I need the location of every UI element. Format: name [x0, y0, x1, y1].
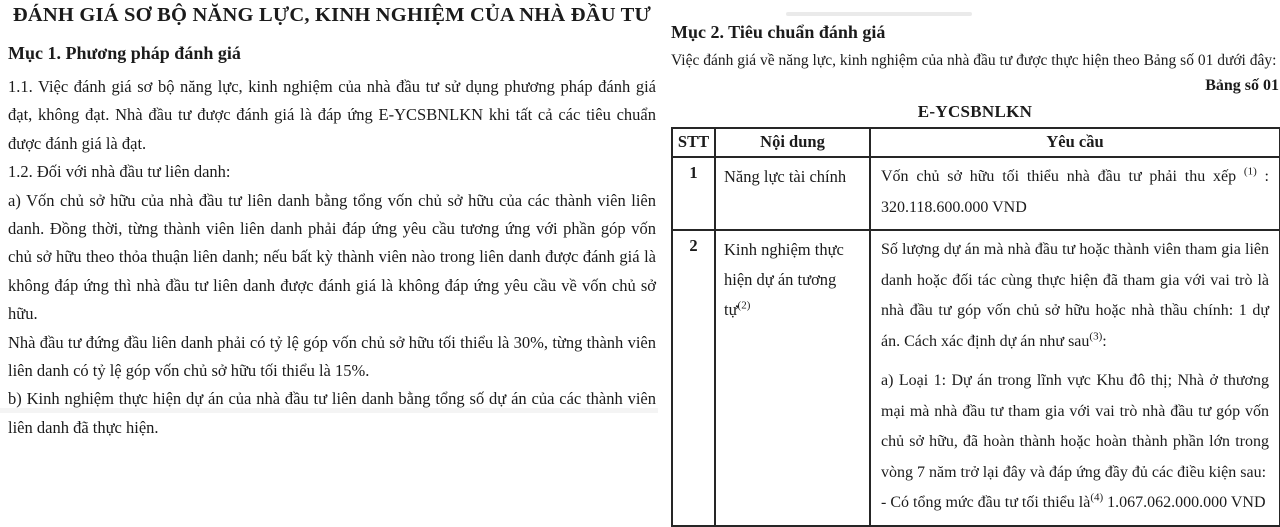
footnote-ref-2: (2)	[737, 299, 751, 312]
section2-intro: Việc đánh giá về năng lực, kinh nghiệm của nhà đầu tư được thực hiện theo Bảng số 01 dưới đây:	[671, 52, 1277, 69]
row2-index: 2	[672, 230, 715, 526]
left-column	[8, 4, 656, 442]
section1-heading: Mục 1. Phương pháp đánh giá	[8, 43, 241, 63]
row2-requirement-cell	[870, 230, 1280, 526]
table-row	[672, 230, 1280, 526]
row1-requirement-cell	[870, 157, 1280, 230]
row2-requirement-p1	[881, 235, 1269, 357]
row2-p3-text: - Có tổng mức đầu tư tối thiểu là	[881, 494, 1091, 511]
footnote-ref-3: (3)	[1089, 330, 1103, 343]
row1-req-text: Vốn chủ sở hữu tối thiểu nhà đầu tư phải thu xếp	[881, 168, 1244, 185]
footnote-ref-1: (1)	[1243, 165, 1257, 178]
header-stt: STT	[672, 128, 715, 157]
section1-paragraph-1-2: 1.2. Đối với nhà đầu tư liên danh:	[8, 162, 231, 182]
page-title: ĐÁNH GIÁ SƠ BỘ NĂNG LỰC, KINH NGHIỆM CỦA NHÀ ĐẦU TƯ	[12, 4, 652, 26]
row2-content-label	[715, 230, 870, 526]
footnote-ref-4: (4)	[1090, 491, 1104, 504]
right-column	[671, 22, 1279, 527]
table-title: E-YCSBNLKN	[917, 102, 1033, 121]
section1-paragraph-a: a) Vốn chủ sở hữu của nhà đầu tư liên danh bằng tổng vốn chủ sở hữu của các thành viên liên danh. Đồng thời, từng thành viên liên danh phải đáp ứng yêu cầu tương ứng với phần góp vốn chủ sở hữu theo thỏa thuận liên danh; nếu bất kỳ thành viên nào trong liên danh được đánh giá là không đáp ứng thì nhà đầu tư liên danh được đánh giá là không đáp ứng yêu cầu về vốn chủ sở hữu.	[8, 190, 656, 324]
row2-p1-text: Số lượng dự án mà nhà đầu tư hoặc thành viên tham gia liên danh hoặc đối tác cùng thực hiện đã tham gia với vai trò là nhà đầu tư góp vốn chủ sở hữu hoặc nhà thầu chính: 1 dự án. Cách xác định dự án như sau	[881, 241, 1269, 350]
section1-paragraph-ratio: Nhà đầu tư đứng đầu liên danh phải có tỷ lệ góp vốn chủ sở hữu tối thiểu là 30%, từng thành viên liên danh có tỷ lệ góp vốn chủ sở hữu tối thiểu là 15%.	[8, 332, 656, 381]
row2-requirement-p2: a) Loại 1: Dự án trong lĩnh vực Khu đô thị; Nhà ở thương mại mà nhà đầu tư tham gia với vai trò nhà đầu tư góp vốn chủ sở hữu, đã hoàn thành hoặc hoàn thành phần lớn trong vòng 7 năm trở lại đây và đáp ứng đầy đủ các điều kiện sau:	[881, 372, 1269, 481]
row2-requirement-p3	[881, 488, 1269, 519]
section1-paragraph-b: b) Kinh nghiệm thực hiện dự án của nhà đầu tư liên danh bằng tổng số dự án của các thành viên liên danh đã thực hiện.	[8, 389, 656, 437]
table-row	[672, 157, 1280, 230]
row2-p3-amount: 1.067.062.000.000 VND	[1103, 494, 1266, 511]
scan-artifact	[786, 12, 972, 16]
row1-index: 1	[672, 157, 715, 230]
row1-requirement-line1	[881, 162, 1269, 193]
section1-paragraph-1-1: 1.1. Việc đánh giá sơ bộ năng lực, kinh nghiệm của nhà đầu tư sử dụng phương pháp đánh giá đạt, không đạt. Nhà đầu tư được đánh giá là đáp ứng E-YCSBNLKN khi tất cả các tiêu chuẩn được đánh giá là đạt.	[8, 77, 656, 153]
section2-heading: Mục 2. Tiêu chuẩn đánh giá	[671, 22, 886, 42]
table-reference-label: Bảng số 01	[1205, 77, 1279, 94]
header-noi-dung: Nội dung	[715, 128, 870, 157]
row2-p1-colon: :	[1102, 332, 1107, 350]
row2-label-text: Kinh nghiệm thực hiện dự án tương tự	[724, 240, 844, 319]
scan-artifact	[0, 408, 658, 413]
table-header-row	[672, 128, 1280, 157]
row1-req-colon: :	[1256, 168, 1269, 185]
row1-content-label: Năng lực tài chính	[715, 157, 870, 230]
row1-requirement-amount: 320.118.600.000 VND	[881, 198, 1027, 216]
header-yeu-cau: Yêu cầu	[870, 128, 1280, 157]
